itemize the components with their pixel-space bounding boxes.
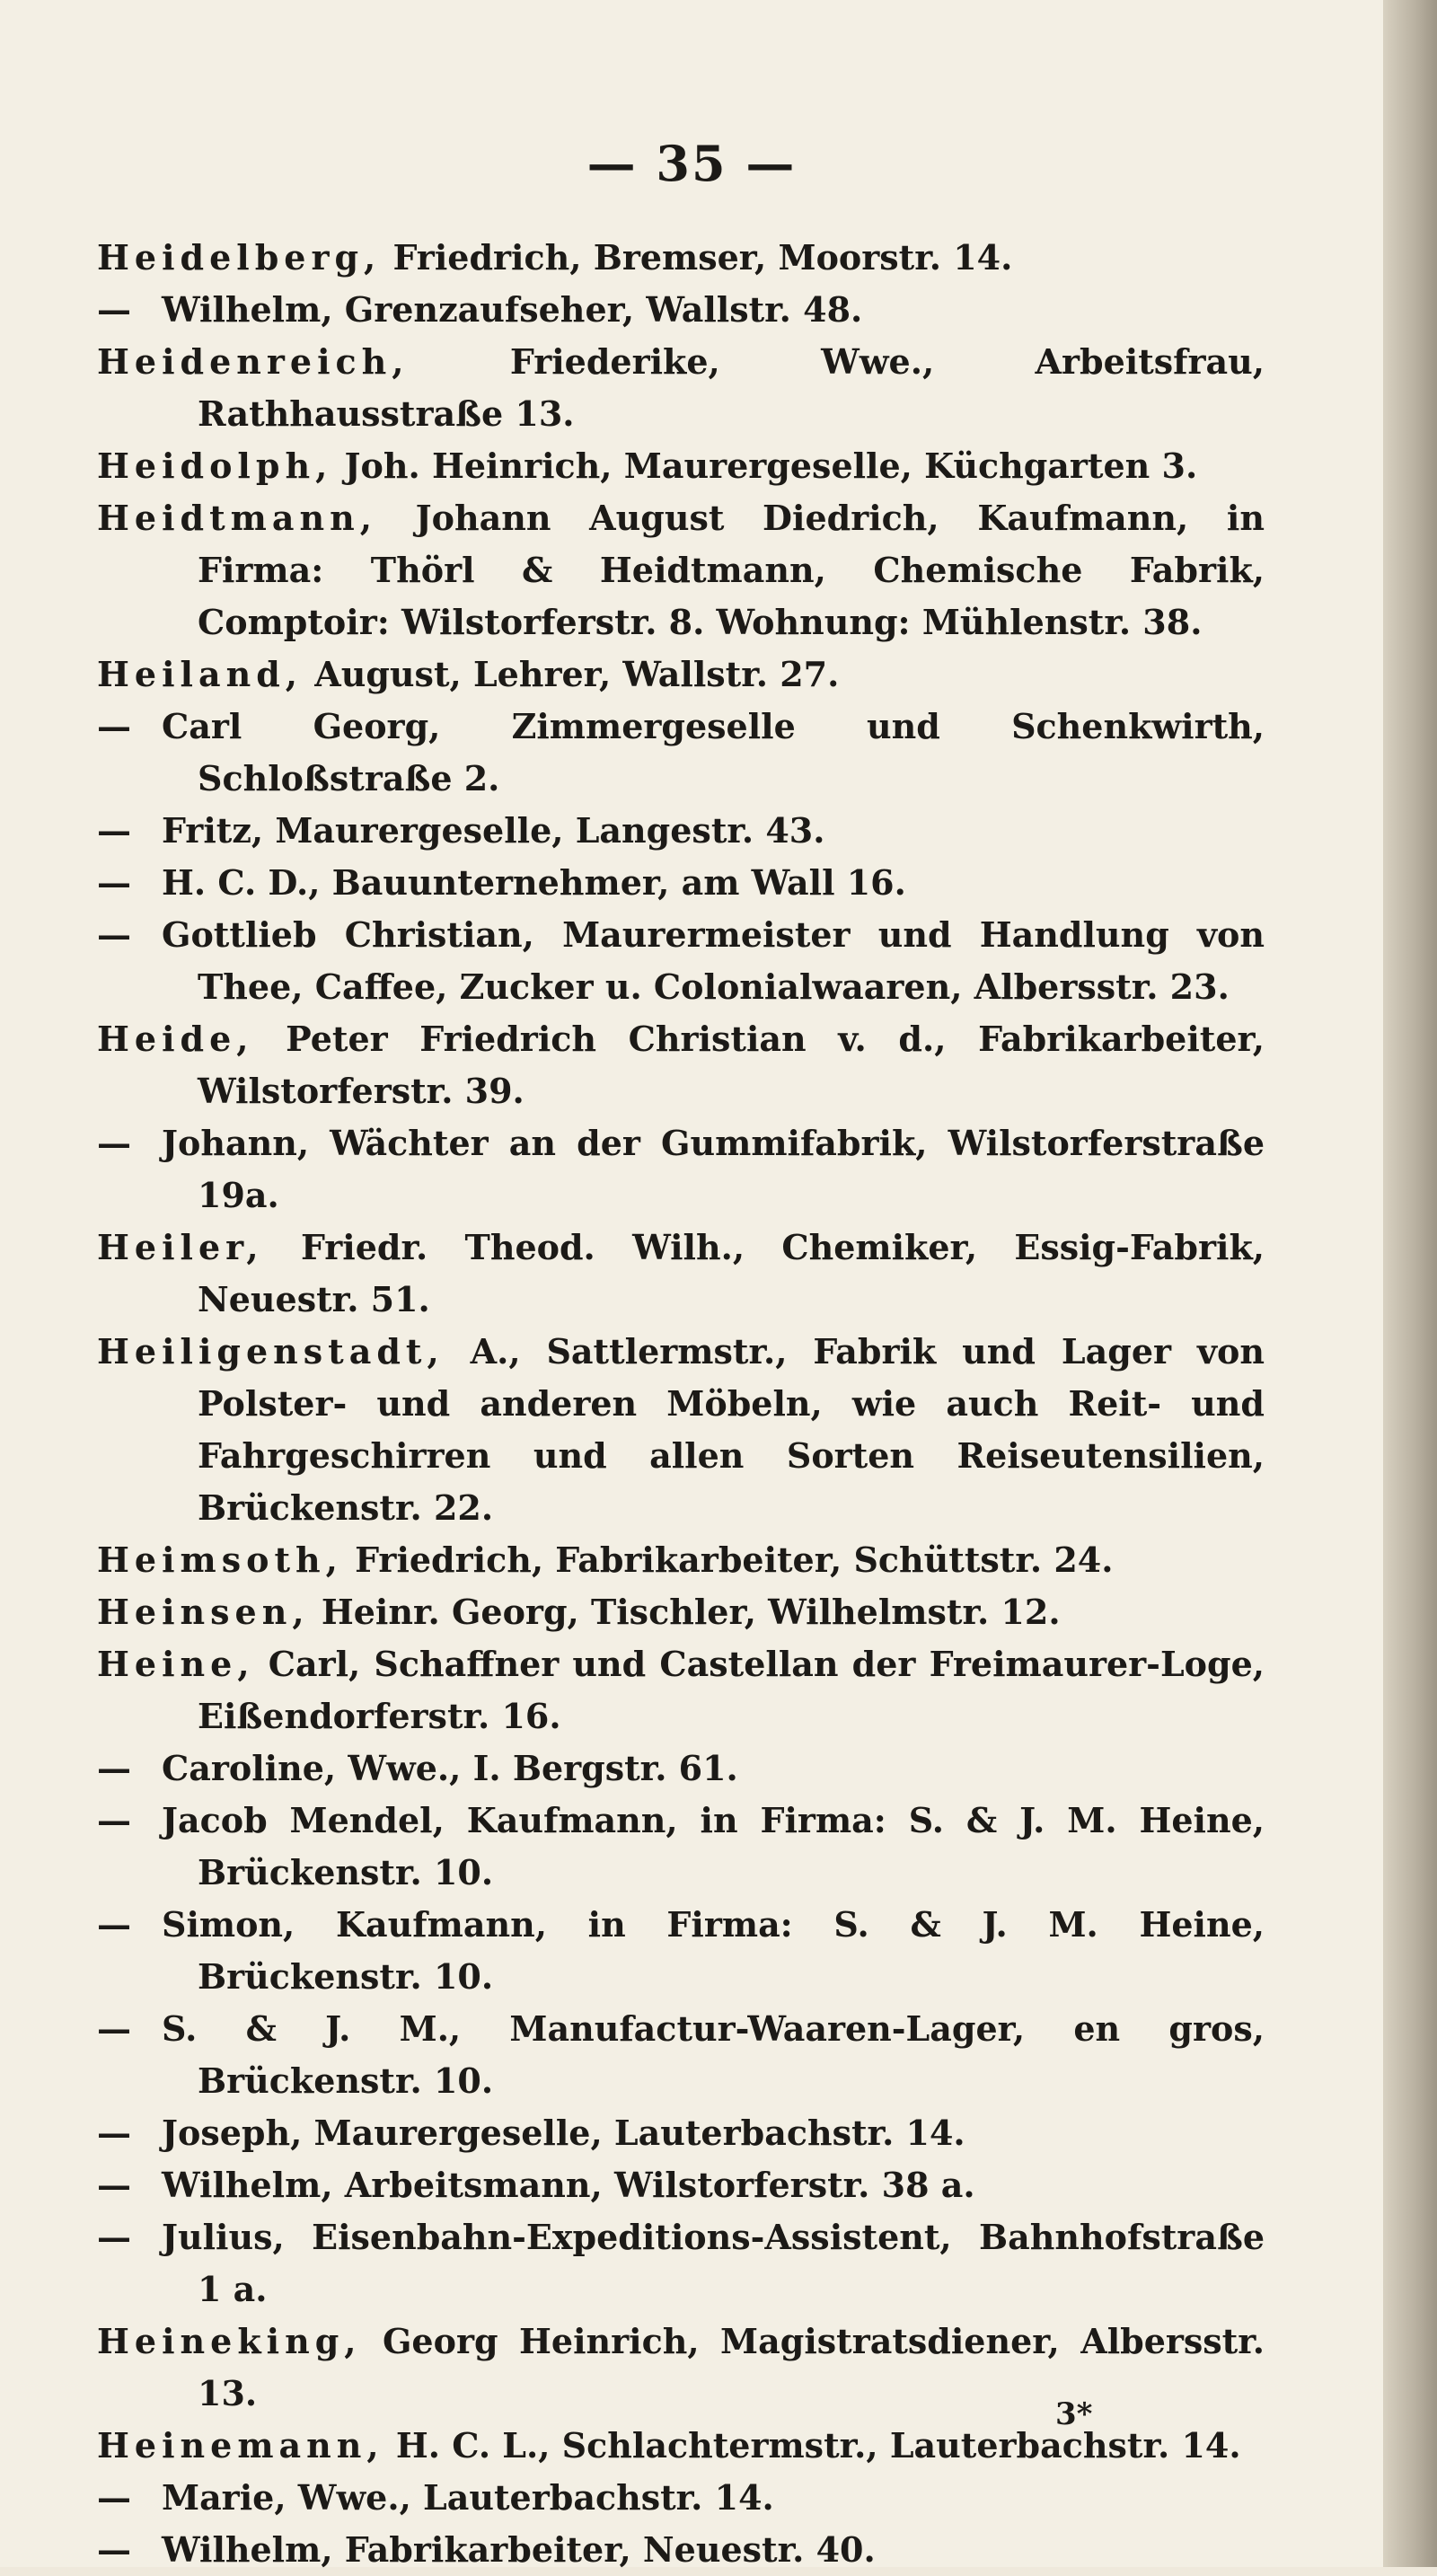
directory-entry — [97, 1222, 1265, 1326]
entry-dash: — — [97, 810, 131, 851]
entry-dash: — — [97, 914, 131, 955]
entry-dash: — — [97, 2165, 131, 2205]
directory-entry — [97, 857, 1265, 909]
entry-text: Carl, Schaffner und Castellan der Freimaurer-Loge, Eißendorferstr. 16. — [198, 1644, 1265, 1736]
directory-entry — [97, 2159, 1265, 2211]
directory-entry — [97, 2524, 1265, 2576]
entry-text: Wilhelm, Fabrikarbeiter, Neuestr. 40. — [162, 2529, 876, 2570]
entry-dash: — — [97, 706, 131, 746]
entry-dash: — — [97, 289, 131, 330]
entry-surname: Heidtmann, — [97, 498, 377, 538]
entry-text: Friedrich, Bremser, Moorstr. 14. — [392, 237, 1013, 278]
entry-dash: — — [97, 1123, 131, 1163]
page-number: — 35 — — [586, 135, 797, 192]
directory-entry — [97, 909, 1265, 1013]
entry-text: Friedrich, Fabrikarbeiter, Schüttstr. 24. — [355, 1539, 1114, 1580]
entry-text: Carl Georg, Zimmergeselle und Schenkwirth, Schloßstraße 2. — [162, 706, 1265, 798]
entry-dash: — — [97, 2008, 131, 2049]
entry-dash: — — [97, 1904, 131, 1945]
entry-surname: Heiler, — [97, 1227, 264, 1267]
entry-text: Joh. Heinrich, Maurergeselle, Küchgarten 3. — [344, 446, 1198, 486]
directory-entry — [97, 2472, 1265, 2524]
entry-surname: Heimsoth, — [97, 1539, 343, 1580]
directory-entry — [97, 1326, 1265, 1534]
entry-surname: Heinsen, — [97, 1592, 310, 1632]
entry-text: Friedr. Theod. Wilh., Chemiker, Essig-Fabrik, Neuestr. 51. — [198, 1227, 1265, 1319]
entry-text: S. & J. M., Manufactur-Waaren-Lager, en gros, Brückenstr. 10. — [162, 2008, 1265, 2101]
entry-surname: Heiligenstadt, — [97, 1331, 445, 1372]
directory-entry — [97, 492, 1265, 648]
signature-mark: 3* — [1055, 2396, 1093, 2432]
directory-entry — [97, 1586, 1265, 1638]
entry-dash: — — [97, 2113, 131, 2153]
directory-entry — [97, 805, 1265, 857]
entry-text: Gottlieb Christian, Maurermeister und Handlung von Thee, Caffee, Zucker u. Colonialwaaren, Albersstr. 23. — [162, 914, 1265, 1007]
entry-dash: — — [97, 862, 131, 903]
entry-surname: Heidelberg, — [97, 237, 382, 278]
directory-entry — [97, 2211, 1265, 2316]
entry-surname: Heidolph, — [97, 446, 333, 486]
entry-text: Johann, Wächter an der Gummifabrik, Wilstorferstraße 19a. — [162, 1123, 1265, 1215]
directory-entry — [97, 1742, 1265, 1795]
directory-entry — [97, 1534, 1265, 1586]
entry-text: H. C. L., Schlachtermstr., Lauterbachstr. 14. — [395, 2425, 1241, 2466]
directory-entry — [97, 1117, 1265, 1222]
entry-text: Julius, Eisenbahn-Expeditions-Assistent, Bahnhofstraße 1 a. — [162, 2217, 1265, 2309]
entry-surname: Heiland, — [97, 654, 304, 694]
directory-entries — [97, 232, 1265, 2576]
entry-text: Wilhelm, Grenzaufseher, Wallstr. 48. — [162, 289, 863, 330]
entry-text: H. C. D., Bauunternehmer, am Wall 16. — [162, 862, 906, 903]
directory-entry — [97, 1795, 1265, 1899]
directory-entry — [97, 1638, 1265, 1742]
directory-entry — [97, 701, 1265, 805]
entry-dash: — — [97, 2477, 131, 2518]
entry-dash: — — [97, 1800, 131, 1840]
directory-entry — [97, 1013, 1265, 1117]
entry-text: Caroline, Wwe., I. Bergstr. 61. — [162, 1748, 738, 1788]
directory-entry — [97, 2003, 1265, 2107]
entry-text: Friederike, Wwe., Arbeitsfrau, Rathhausstraße 13. — [198, 341, 1265, 434]
entry-dash: — — [97, 2217, 131, 2257]
directory-entry — [97, 336, 1265, 440]
entry-dash: — — [97, 2529, 131, 2570]
entry-surname: Heide, — [97, 1019, 254, 1059]
entry-surname: Heineking, — [97, 2321, 362, 2361]
entry-text: Simon, Kaufmann, in Firma: S. & J. M. Heine, Brückenstr. 10. — [162, 1904, 1265, 1997]
entry-dash: — — [97, 1748, 131, 1788]
entry-text: Joseph, Maurergeselle, Lauterbachstr. 14. — [162, 2113, 965, 2153]
page-edge — [1383, 0, 1437, 2567]
entry-surname: Heine, — [97, 1644, 255, 1684]
directory-entry — [97, 2107, 1265, 2159]
directory-entry — [97, 648, 1265, 701]
directory-entry — [97, 440, 1265, 492]
entry-text: August, Lehrer, Wallstr. 27. — [314, 654, 840, 694]
entry-text: Fritz, Maurergeselle, Langestr. 43. — [162, 810, 825, 851]
directory-entry — [97, 1899, 1265, 2003]
entry-text: Heinr. Georg, Tischler, Wilhelmstr. 12. — [321, 1592, 1061, 1632]
entry-text: A., Sattlermstr., Fabrik und Lager von Polster- und anderen Möbeln, wie auch Reit- und Fahrgeschirren und allen Sorten Reiseutensilien, Brückenstr. 22. — [198, 1331, 1265, 1528]
directory-entry — [97, 284, 1265, 336]
directory-entry — [97, 232, 1265, 284]
entry-text: Marie, Wwe., Lauterbachstr. 14. — [162, 2477, 774, 2518]
entry-text: Wilhelm, Arbeitsmann, Wilstorferstr. 38 a. — [162, 2165, 975, 2205]
entry-text: Peter Friedrich Christian v. d., Fabrikarbeiter, Wilstorferstr. 39. — [198, 1019, 1265, 1111]
entry-text: Georg Heinrich, Magistratsdiener, Albersstr. 13. — [198, 2321, 1265, 2413]
entry-surname: Heidenreich, — [97, 341, 410, 382]
entry-text: Johann August Diedrich, Kaufmann, in Firma: Thörl & Heidtmann, Chemische Fabrik, Comptoir: Wilstorferstr. 8. Wohnung: Mühlenstr. 38. — [198, 498, 1265, 642]
entry-text: Jacob Mendel, Kaufmann, in Firma: S. & J. M. Heine, Brückenstr. 10. — [162, 1800, 1265, 1892]
entry-surname: Heinemann, — [97, 2425, 384, 2466]
